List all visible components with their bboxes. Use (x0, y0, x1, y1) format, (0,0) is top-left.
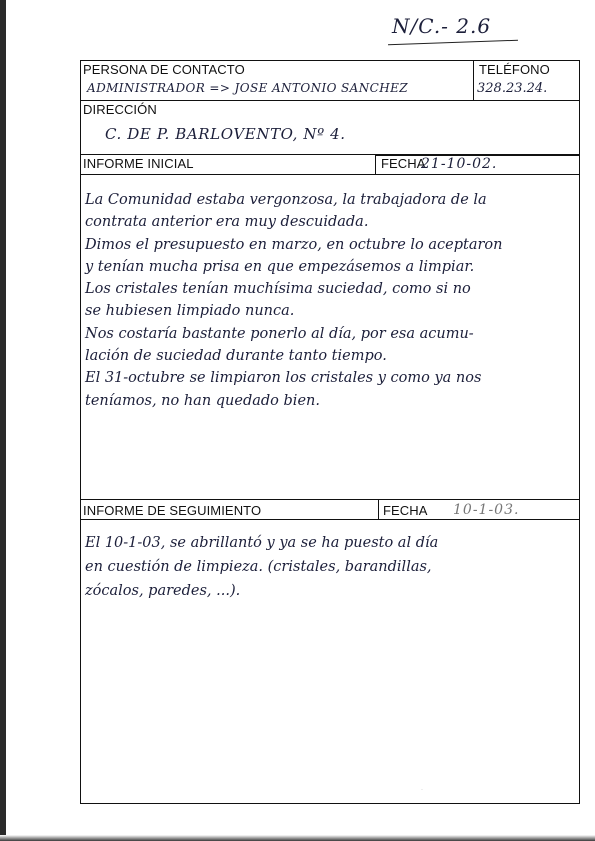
contact-row (81, 61, 579, 101)
phone-value: 328.23.24. (477, 81, 548, 96)
document-number: N/C.- 2.6 (392, 14, 492, 38)
scan-bottom-edge (0, 835, 595, 841)
scan-speck: · (421, 787, 423, 793)
follow-up-header-underline (81, 519, 579, 520)
initial-report-text: La Comunidad estaba vergonzosa, la trabajadora de la contrata anterior era muy descuidada. Dimos el presupuesto en marzo, en octubre lo aceptaron y tenían mucha prisa en que empezásemos a limpiar. Los cristales tenían muchísima suciedad, como si no se hubiesen limpiado nunca. Nos costaría bastante ponerlo al día, por esa acumu- lación de suciedad durante tanto tiempo. El 31-octubre se limpiaron los cristales y como ya nos teníamos, no han quedado bien. (85, 192, 503, 409)
follow-up-label: INFORME DE SEGUIMIENTO (83, 503, 262, 518)
initial-date-value: 21-10-02. (421, 156, 498, 172)
contact-divider (473, 61, 474, 101)
document-number-underline (388, 40, 518, 46)
follow-up-report-text: El 10-1-03, se abrillantó y ya se ha puesto al día en cuestión de limpieza. (cristales, barandillas, zócalos, paredes, ...). (85, 535, 439, 599)
initial-header-underline (81, 174, 579, 175)
scan-edge (0, 0, 6, 841)
follow-up-topline (81, 499, 579, 500)
report-form (80, 60, 580, 804)
initial-date-label: FECHA (381, 156, 426, 171)
initial-report-label: INFORME INICIAL (83, 156, 194, 171)
follow-up-date-value: 10-1-03. (453, 502, 520, 518)
address-row (81, 101, 579, 155)
contact-value: ADMINISTRADOR => JOSE ANTONIO SANCHEZ (87, 81, 408, 95)
phone-label: TELÉFONO (479, 62, 550, 77)
initial-date-divider (375, 155, 376, 174)
follow-up-date-divider (378, 499, 379, 519)
address-value: C. DE P. BARLOVENTO, Nº 4. (105, 125, 346, 143)
follow-up-date-label: FECHA (383, 503, 428, 518)
contact-label: PERSONA DE CONTACTO (83, 62, 245, 77)
address-label: DIRECCIÓN (83, 102, 157, 117)
